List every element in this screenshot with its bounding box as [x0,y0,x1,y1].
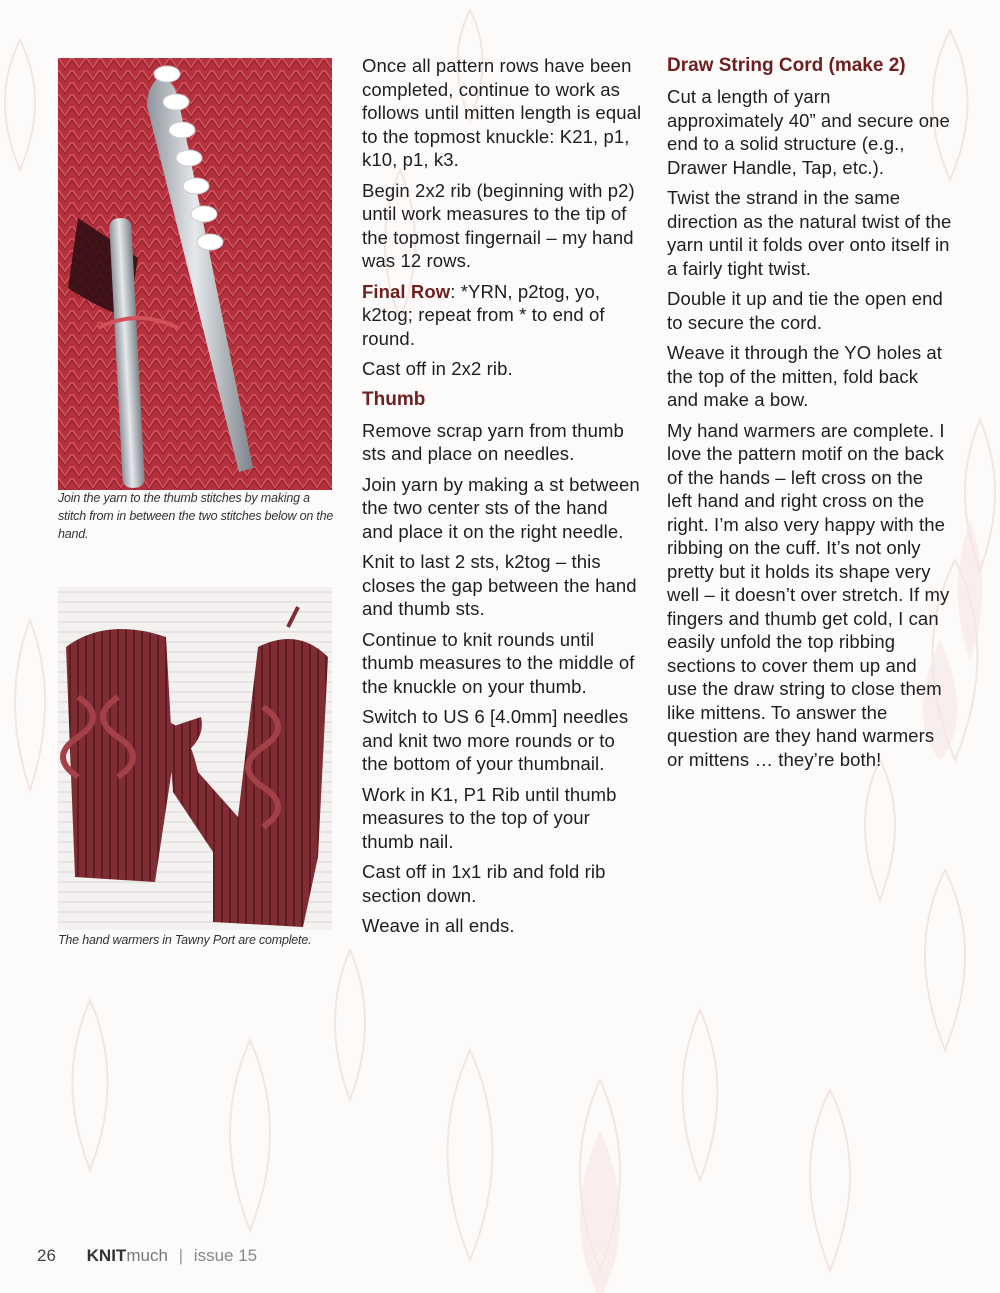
paragraph: Weave in all ends. [362,915,515,936]
paragraph: Twist the strand in the same direction as the natural twist of the yarn until it folds over onto itself in a fairly tight twist. [667,187,952,279]
instructions-column [362,54,644,945]
section-heading: Draw String Cord (make 2) [667,55,906,76]
paragraph: Double it up and tie the open end to secure the cord. [667,288,943,333]
page-footer [37,1246,257,1266]
final-row-label: Final Row [362,280,451,302]
paragraph: Remove scrap yarn from thumb sts and place on needles. [362,419,624,464]
hand-warmers-photo [58,587,332,930]
paragraph: Once all pattern rows have been completed, continue to work as follows until mitten length is equal to the topmost knuckle: K21, p1, k10, p1, k3. [362,55,642,170]
draw-string-column [667,54,952,778]
footer-separator: | [178,1246,184,1265]
paragraph: Knit to last 2 sts, k2tog – this closes the gap between the hand and thumb sts. [362,551,637,619]
paragraph: Continue to knit rounds until thumb measures to the middle of the knuckle on your thumb. [362,628,635,697]
paragraph: Join yarn by making a st between the two center sts of the hand and place it on the right needle. [362,473,640,542]
paragraph: Cut a length of yarn approximately 40” and secure one end to a solid structure (e.g., Drawer Handle, Tap, etc.). [667,86,950,178]
paragraph: Weave it through the YO holes at the top of the mitten, fold back and make a bow. [667,342,943,410]
section-heading: Thumb [362,388,426,410]
page-number: 26 [37,1246,56,1265]
final-row-text: : *YRN, p2tog, yo, k2tog; repeat from * to end of round. [362,280,605,349]
magazine-brand-suffix: much [126,1246,168,1265]
paragraph: Begin 2x2 rib (beginning with p2) until work measures to the tip of the topmost fingernail – my hand was 12 rows. [362,179,635,271]
paragraph: Cast off in 1x1 rib and fold rib section down. [362,861,606,906]
photo-caption: The hand warmers in Tawny Port are complete. [58,933,312,947]
paragraph: My hand warmers are complete. I love the pattern motif on the back of the hands – left cross on the left hand and right cross on the right. I’m also very happy with the ribbing on the cuff. It’s not only pretty but it holds its shape very well – it doesn’t over stretch. If my fingers and thumb get cold, I can easily unfold the top ribbing sections to cover them up and use the draw string to close them like mittens. To answer the question are they hand warmers or mittens … they’re both! [667,419,950,770]
paragraph [362,280,644,351]
thumb-join-photo [58,58,332,490]
issue-label: issue 15 [193,1246,258,1265]
paragraph: Switch to US 6 [4.0mm] needles and knit two more rounds or to the bottom of your thumbnail. [362,706,629,774]
photo-caption: Join the yarn to the thumb stitches by making a stitch from in between the two stitches below on the hand. [58,491,334,541]
magazine-brand: KNIT [86,1246,127,1265]
paragraph: Work in K1, P1 Rib until thumb measures to the top of your thumb nail. [362,783,617,852]
paragraph: Cast off in 2x2 rib. [362,358,513,379]
